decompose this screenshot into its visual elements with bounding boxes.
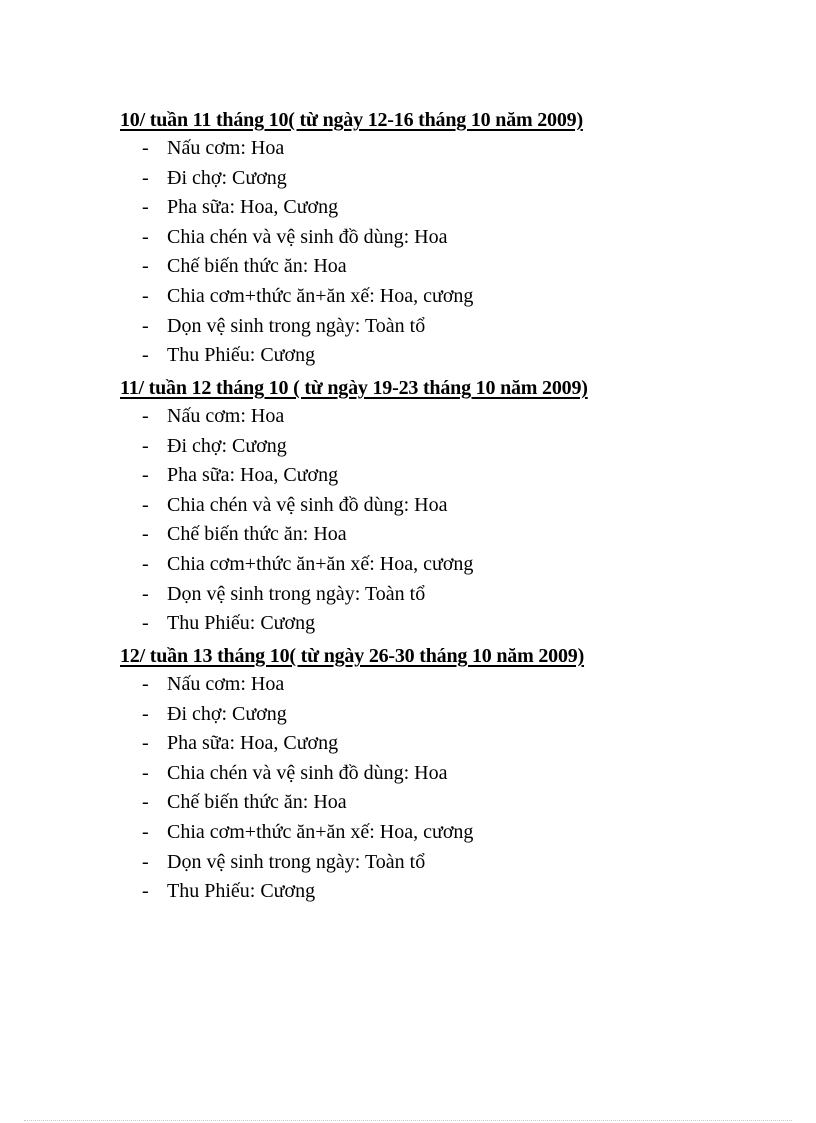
task-text: Thu Phiếu: Cương: [167, 612, 316, 635]
list-item: [120, 550, 720, 580]
bullet-dash: -: [142, 344, 149, 367]
bullet-dash: -: [142, 732, 149, 755]
list-item: [120, 193, 720, 223]
task-text: Đi chợ: Cương: [167, 434, 287, 457]
task-text: Chia cơm+thức ăn+ăn xế: Hoa, cương: [167, 820, 474, 843]
list-item: [120, 432, 720, 462]
list-item: [120, 312, 720, 342]
task-text: Nấu cơm: Hoa: [167, 137, 285, 159]
bullet-dash: -: [142, 434, 149, 457]
page-bottom-divider: [24, 1120, 792, 1121]
bullet-dash: -: [142, 523, 149, 546]
task-text: Chế biến thức ăn: Hoa: [167, 255, 347, 278]
bullet-dash: -: [142, 880, 149, 903]
task-text: Chia cơm+thức ăn+ăn xế: Hoa, cương: [167, 552, 474, 575]
list-item: [120, 700, 720, 730]
task-text: Dọn vệ sinh trong ngày: Toàn tổ: [167, 582, 426, 605]
bullet-dash: -: [142, 137, 149, 159]
bullet-dash: -: [142, 820, 149, 843]
list-item: [120, 223, 720, 253]
task-list: [120, 134, 720, 371]
list-item: [120, 877, 720, 907]
list-item: [120, 729, 720, 759]
list-item: [120, 491, 720, 521]
list-item: [120, 670, 720, 700]
task-list: [120, 402, 720, 639]
list-item: [120, 848, 720, 878]
bullet-dash: -: [142, 314, 149, 337]
task-text: Đi chợ: Cương: [167, 702, 287, 725]
task-text: Nấu cơm: Hoa: [167, 673, 285, 695]
task-list: [120, 670, 720, 907]
bullet-dash: -: [142, 850, 149, 873]
list-item: [120, 402, 720, 432]
task-text: Nấu cơm: Hoa: [167, 405, 285, 427]
task-text: Pha sữa: Hoa, Cương: [167, 732, 339, 755]
bullet-dash: -: [142, 405, 149, 427]
bullet-dash: -: [142, 612, 149, 635]
bullet-dash: -: [142, 196, 149, 219]
list-item: [120, 609, 720, 639]
list-item: [120, 341, 720, 371]
section-title: 12/ tuần 13 tháng 10( từ ngày 26-30 tháng 10 năm 2009): [120, 645, 585, 667]
list-item: [120, 580, 720, 610]
list-item: [120, 818, 720, 848]
task-text: Đi chợ: Cương: [167, 166, 287, 189]
bullet-dash: -: [142, 761, 149, 784]
list-item: [120, 252, 720, 282]
bullet-dash: -: [142, 552, 149, 575]
task-text: Dọn vệ sinh trong ngày: Toàn tổ: [167, 314, 426, 337]
task-text: Chế biến thức ăn: Hoa: [167, 523, 347, 546]
task-text: Thu Phiếu: Cương: [167, 880, 316, 903]
list-item: [120, 520, 720, 550]
task-text: Chia chén và vệ sinh đồ dùng: Hoa: [167, 225, 448, 248]
task-text: Chế biến thức ăn: Hoa: [167, 791, 347, 814]
list-item: [120, 461, 720, 491]
bullet-dash: -: [142, 284, 149, 307]
list-item: [120, 282, 720, 312]
bullet-dash: -: [142, 582, 149, 605]
week-section-3: [120, 642, 720, 907]
section-title: 10/ tuần 11 tháng 10( từ ngày 12-16 tháng 10 năm 2009): [120, 109, 583, 131]
bullet-dash: -: [142, 702, 149, 725]
bullet-dash: -: [142, 255, 149, 278]
week-section-1: [120, 106, 720, 371]
bullet-dash: -: [142, 225, 149, 248]
bullet-dash: -: [142, 493, 149, 516]
list-item: [120, 788, 720, 818]
bullet-dash: -: [142, 464, 149, 487]
bullet-dash: -: [142, 166, 149, 189]
list-item: [120, 164, 720, 194]
list-item: [120, 759, 720, 789]
section-title: 11/ tuần 12 tháng 10 ( từ ngày 19-23 tháng 10 năm 2009): [120, 377, 588, 399]
task-text: Pha sữa: Hoa, Cương: [167, 196, 339, 219]
task-text: Chia cơm+thức ăn+ăn xế: Hoa, cương: [167, 284, 474, 307]
task-text: Chia chén và vệ sinh đồ dùng: Hoa: [167, 761, 448, 784]
task-text: Chia chén và vệ sinh đồ dùng: Hoa: [167, 493, 448, 516]
bullet-dash: -: [142, 791, 149, 814]
week-section-2: [120, 374, 720, 639]
task-text: Pha sữa: Hoa, Cương: [167, 464, 339, 487]
list-item: [120, 134, 720, 164]
task-text: Thu Phiếu: Cương: [167, 344, 316, 367]
task-text: Dọn vệ sinh trong ngày: Toàn tổ: [167, 850, 426, 873]
bullet-dash: -: [142, 673, 149, 695]
